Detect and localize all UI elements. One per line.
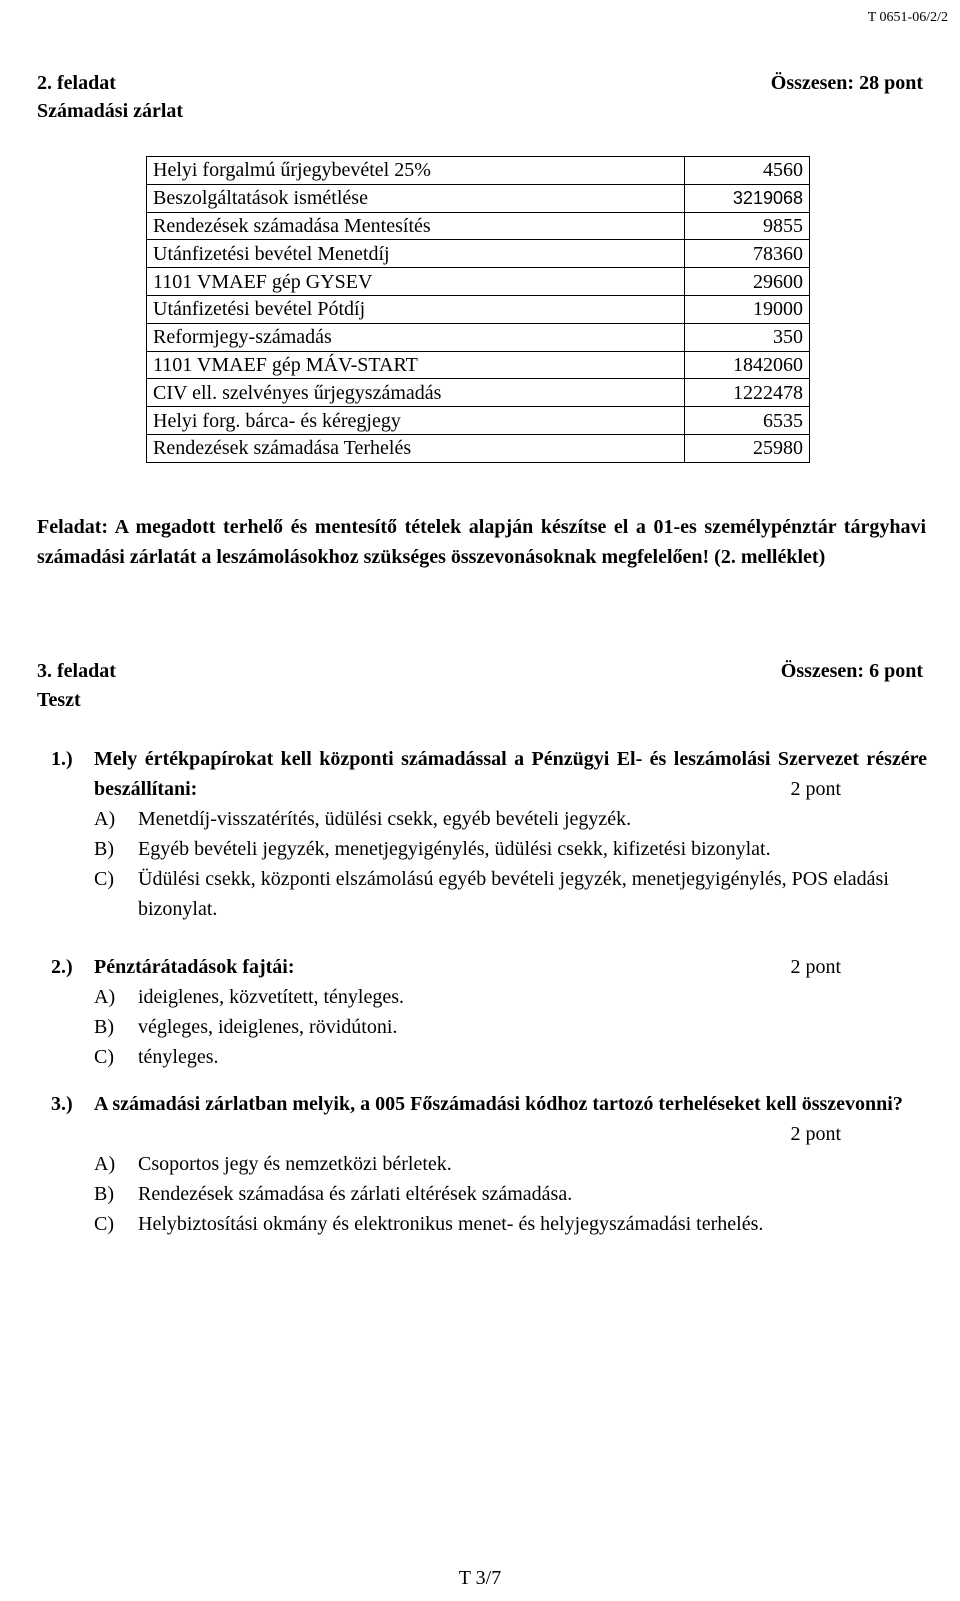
question-number: 1.) — [51, 748, 73, 770]
row-value: 1222478 — [685, 379, 810, 407]
answer-c — [94, 1209, 927, 1239]
answer-c — [94, 864, 927, 920]
question-number: 2.) — [51, 956, 73, 978]
answer-b — [94, 1012, 927, 1042]
answer-label: C) — [94, 868, 114, 890]
question-3 — [51, 1089, 927, 1239]
question-points: 2 pont — [790, 778, 841, 800]
answer-label: C) — [94, 1213, 114, 1235]
row-label: Utánfizetési bevétel Menetdíj — [147, 240, 685, 268]
answer-label: B) — [94, 1183, 114, 1205]
row-label: Beszolgáltatások ismétlése — [147, 184, 685, 212]
question-number: 3.) — [51, 1093, 73, 1115]
answer-text: Csoportos jegy és nemzetközi bérletek. — [138, 1153, 452, 1175]
answer-text: Egyéb bevételi jegyzék, menetjegyigénylés, üdülési csekk, kifizetési bizonylat. — [138, 838, 771, 860]
table-row — [147, 295, 810, 323]
answer-a — [94, 804, 927, 834]
row-value: 3219068 — [685, 184, 810, 212]
question-text-content: Mely értékpapírokat kell központi számadással a Pénzügyi El- és leszámolási Szervezet részére beszállítani: — [94, 748, 927, 800]
row-label: Utánfizetési bevétel Pótdíj — [147, 295, 685, 323]
question-points: 2 pont — [790, 1123, 841, 1145]
ledger-table — [146, 156, 810, 463]
row-label: 1101 VMAEF gép MÁV-START — [147, 351, 685, 379]
row-value: 25980 — [685, 434, 810, 462]
table-row — [147, 379, 810, 407]
answer-label: B) — [94, 1016, 114, 1038]
answer-text: Rendezések számadása és zárlati eltérések számadása. — [138, 1183, 573, 1205]
row-value: 78360 — [685, 240, 810, 268]
answer-text: Üdülési csekk, központi elszámolású egyéb bevételi jegyzék, menetjegyigénylés, POS eladási bizonylat. — [138, 868, 889, 920]
row-label: CIV ell. szelvényes űrjegyszámadás — [147, 379, 685, 407]
answer-text: ideiglenes, közvetített, tényleges. — [138, 986, 405, 1008]
answer-b — [94, 834, 927, 864]
row-label: Rendezések számadása Mentesítés — [147, 212, 685, 240]
row-value: 29600 — [685, 268, 810, 296]
row-label: Rendezések számadása Terhelés — [147, 434, 685, 462]
task2-subtitle: Számadási zárlat — [37, 100, 184, 122]
question-text — [94, 1089, 927, 1119]
task2-instruction: Feladat: A megadott terhelő és mentesítő tételek alapján készítse el a 01-es személypénztár tárgyhavi számadási zárlatát a leszámolásokhoz szükséges összevonásoknak megfelelően! (2. melléklet) — [37, 516, 926, 568]
row-label: 1101 VMAEF gép GYSEV — [147, 268, 685, 296]
row-value: 6535 — [685, 407, 810, 435]
answer-label: A) — [94, 808, 116, 830]
answer-label: A) — [94, 986, 116, 1008]
row-value: 1842060 — [685, 351, 810, 379]
answer-b — [94, 1179, 927, 1209]
answer-label: C) — [94, 1046, 114, 1068]
question-text-content: A számadási zárlatban melyik, a 005 Főszámadási kódhoz tartozó terheléseket kell összevonni? — [94, 1093, 903, 1115]
document-id: T 0651-06/2/2 — [867, 10, 948, 25]
row-label: Helyi forgalmú űrjegybevétel 25% — [147, 157, 685, 185]
task3-total-points: Összesen: 6 pont — [780, 660, 923, 682]
question-1 — [51, 744, 927, 920]
task3-title: 3. feladat — [37, 660, 116, 682]
answer-c — [94, 1042, 927, 1072]
page-number: T 3/7 — [458, 1567, 502, 1589]
table-row — [147, 323, 810, 351]
task2-total-points: Összesen: 28 pont — [770, 72, 923, 94]
question-2 — [51, 952, 927, 1072]
table-row — [147, 434, 810, 462]
answer-label: B) — [94, 838, 114, 860]
row-value: 350 — [685, 323, 810, 351]
answer-label: A) — [94, 1153, 116, 1175]
task2-header — [37, 72, 923, 95]
task2-title: 2. feladat — [37, 72, 116, 94]
table-row — [147, 184, 810, 212]
row-label: Helyi forg. bárca- és kéregjegy — [147, 407, 685, 435]
answer-a — [94, 982, 927, 1012]
table-row — [147, 268, 810, 296]
answer-text: Menetdíj-visszatérítés, üdülési csekk, egyéb bevételi jegyzék. — [138, 808, 632, 830]
table-row — [147, 240, 810, 268]
task3-subtitle: Teszt — [37, 689, 81, 711]
question-text-content: Pénztárátadások fajtái: — [94, 956, 295, 978]
table-row — [147, 407, 810, 435]
row-value: 4560 — [685, 157, 810, 185]
task3-header — [37, 660, 923, 683]
answer-text: végleges, ideiglenes, rövidútoni. — [138, 1016, 398, 1038]
answer-text: tényleges. — [138, 1046, 219, 1068]
row-label: Reformjegy-számadás — [147, 323, 685, 351]
row-value: 19000 — [685, 295, 810, 323]
answer-text: Helybiztosítási okmány és elektronikus menet- és helyjegyszámadási terhelés. — [138, 1213, 764, 1235]
row-value: 9855 — [685, 212, 810, 240]
question-points: 2 pont — [790, 956, 841, 978]
table-row — [147, 212, 810, 240]
table-row — [147, 351, 810, 379]
table-row — [147, 157, 810, 185]
answer-a — [94, 1149, 927, 1179]
